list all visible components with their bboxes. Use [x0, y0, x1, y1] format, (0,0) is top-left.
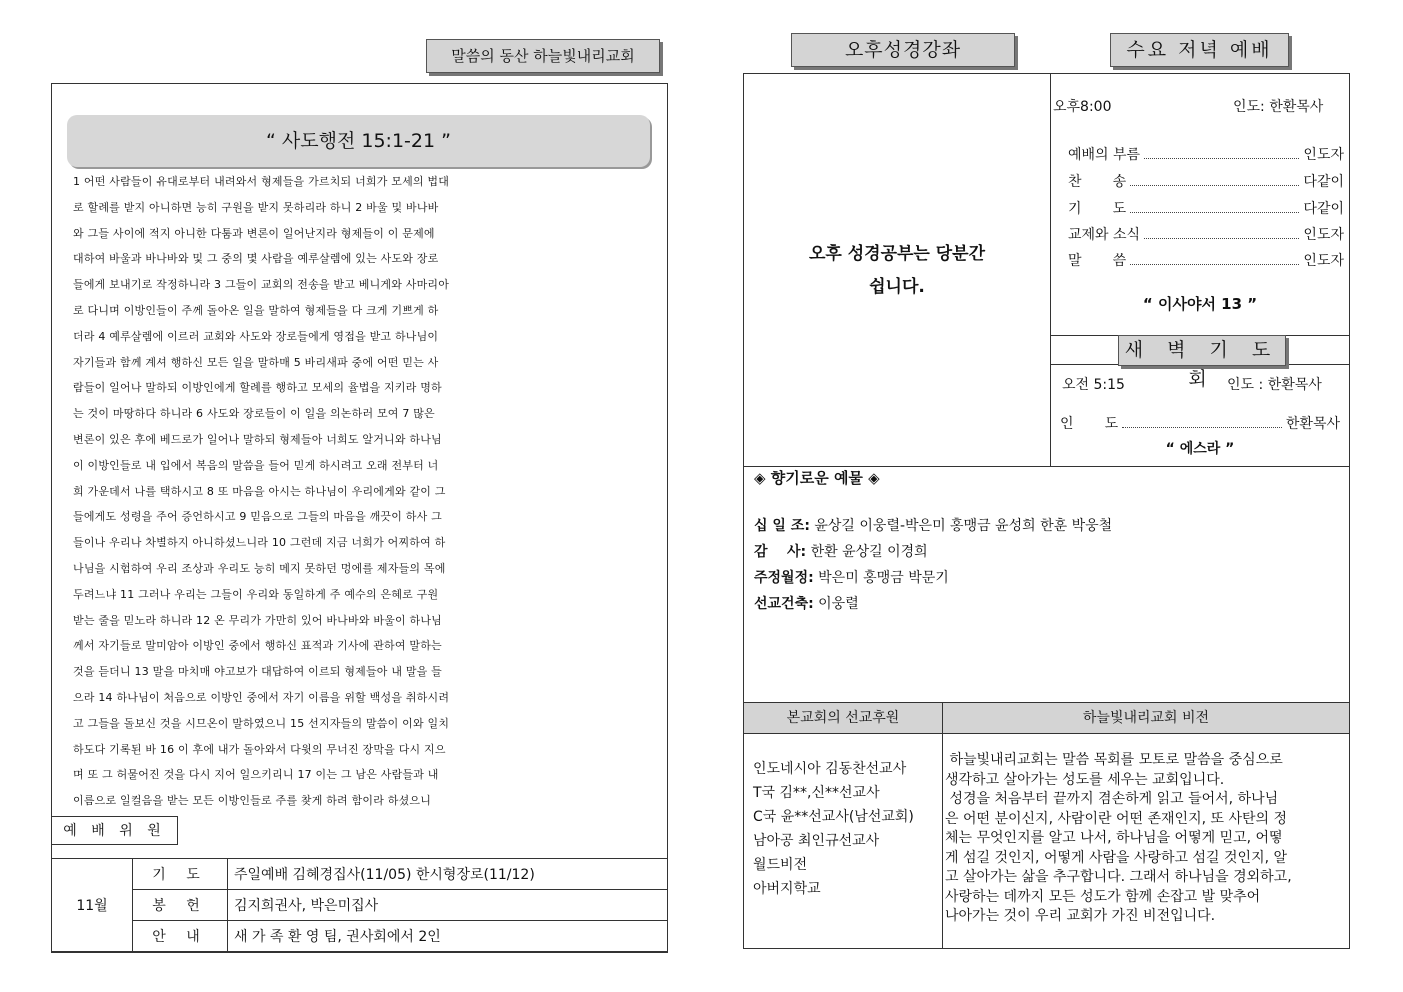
- offering-label: 주정월정:: [754, 570, 814, 586]
- order-row: [1068, 144, 1344, 164]
- duty-value: 새 가 족 환 영 팀, 권사회에서 2인: [228, 921, 668, 952]
- table-row: [52, 890, 668, 921]
- offering-row: [754, 567, 949, 587]
- wed-time: 오후8:00: [1053, 99, 1112, 115]
- list-item: 월드비전: [753, 857, 808, 873]
- scripture-line: 이름으로 일컬음을 받는 모든 이방인들로 주를 찾게 하려 함이라 하셨으니: [73, 794, 432, 808]
- scripture-text: [73, 169, 663, 814]
- duty-role: 안 내: [133, 921, 228, 952]
- order-row: [1068, 171, 1344, 191]
- divider: [1050, 73, 1051, 466]
- vision-line: 사랑하는 데까지 모든 성도가 함께 손잡고 발 맞추어: [945, 888, 1261, 905]
- divider: [942, 702, 943, 949]
- offering-names: 이웅렬: [813, 596, 859, 612]
- duty-table: [51, 858, 668, 952]
- list-item: 남아공 최인규선교사: [753, 833, 880, 849]
- duty-value: 주일예배 김혜경집사(11/05) 한시형장로(11/12): [228, 859, 668, 890]
- offering-label: 십 일 조:: [754, 518, 810, 534]
- afternoon-bible-study-tag: 오후성경강좌: [791, 33, 1015, 67]
- scripture-line: 나님을 시험하여 우리 조상과 우리도 능히 메지 못하던 멍에를 제자들의 목에: [73, 561, 446, 575]
- dawn-time: 오전 5:15: [1062, 377, 1125, 393]
- table-row: [52, 921, 668, 952]
- order-name: 기 도: [1068, 201, 1127, 217]
- mission-support-list: [753, 757, 914, 901]
- scripture-line: 희 가운데서 나를 택하시고 8 또 마음을 아시는 하나님이 우리에게와 같이 그: [73, 484, 446, 498]
- dawn-leader: 인도 : 한환목사: [1227, 377, 1322, 393]
- order-person: 다같이: [1303, 201, 1344, 217]
- scripture-line: 변론이 있은 후에 베드로가 일어나 말하되 형제들아 너희도 알거니와 하나님: [73, 432, 442, 446]
- duty-role: 기 도: [133, 859, 228, 890]
- vision-line: 성경을 처음부터 끝까지 겸손하게 읽고 들어서, 하나님: [945, 791, 1279, 807]
- list-item: 인도네시아 김동찬선교사: [753, 761, 907, 777]
- worship-committee-tag: 예 배 위 원: [51, 816, 178, 845]
- dot-leader: [1144, 149, 1299, 159]
- offering-names: 윤상길 이웅렬-박은미 홍맹금 윤성희 한훈 박웅철: [809, 518, 1113, 534]
- church-name-tag: 말씀의 동산 하늘빛내리교회: [426, 39, 660, 73]
- scripture-line: 것을 듣더니 13 말을 마치매 야고보가 대답하여 이르되 형제들아 내 말을 들: [73, 665, 443, 679]
- wednesday-service-tag: 수요 저녁 예배: [1110, 33, 1289, 67]
- order-name: 찬 송: [1068, 174, 1127, 190]
- dot-leader: [1122, 418, 1282, 428]
- offering-names: 한환 윤상길 이경희: [806, 544, 928, 560]
- order-person: 인도자: [1303, 253, 1344, 269]
- vision-line: 은 어떤 분이신지, 사람이란 어떤 존재인지, 또 사탄의 정: [945, 810, 1288, 827]
- dot-leader: [1130, 203, 1299, 213]
- offering-row: [754, 541, 928, 561]
- offering-names: 박은미 홍맹금 박문기: [813, 570, 949, 586]
- scripture-line: 며 또 그 허물어진 것을 다시 지어 일으키리니 17 이는 그 남은 사람들과 내: [73, 768, 439, 782]
- scripture-line: 받는 줄을 믿노라 하니라 12 온 무리가 가만히 있어 바나바와 바울이 하나님: [73, 613, 443, 627]
- notice-line: 오후 성경공부는 당분간: [808, 244, 986, 264]
- order-person: 한환목사: [1285, 416, 1340, 432]
- scripture-line: 두려느냐 11 그러나 우리는 그들이 우리와 동일하게 주 예수의 은혜로 구원: [73, 587, 439, 601]
- dot-leader: [1130, 255, 1299, 265]
- wed-leader: 인도: 한환목사: [1233, 99, 1324, 115]
- order-row: [1068, 250, 1344, 270]
- scripture-line: 로 다니며 이방인들이 주께 돌아온 일을 말하여 형제들을 다 크게 기쁘게 하: [73, 303, 439, 317]
- dawn-scripture: “ 에스라 ”: [1165, 441, 1235, 457]
- scripture-line: 람들이 일어나 말하되 이방인에게 할례를 행하고 모세의 율법을 지키라 명하: [73, 381, 442, 395]
- dot-leader: [1130, 176, 1299, 186]
- scripture-line: 들에게도 성령을 주어 증언하시고 9 믿음으로 그들의 마음을 깨끗이 하사 그: [73, 510, 442, 524]
- offering-row: [754, 593, 859, 613]
- list-item: C국 윤**선교사(남선교회): [753, 809, 914, 825]
- scripture-line: 는 것이 마땅하다 하니라 6 사도와 장로들이 이 일을 의논하러 모여 7 많은: [73, 407, 435, 421]
- scripture-line: 으라 14 하나님이 처음으로 이방인 중에서 자기 이름을 위할 백성을 취하시려: [73, 690, 450, 704]
- order-row: [1060, 413, 1340, 433]
- scripture-line: 1 어떤 사람들이 유대로부터 내려와서 형제들을 가르치되 너희가 모세의 법대: [73, 175, 450, 188]
- scripture-line: 와 그들 사이에 적지 아니한 다툼과 변론이 일어난지라 형제들이 이 문제에: [73, 226, 435, 240]
- scripture-title: “ 사도행전 15:1-21 ”: [67, 115, 650, 167]
- scripture-line: 더라 4 예루살렘에 이르러 교회와 사도와 장로들에게 영접을 받고 하나님이: [73, 329, 439, 343]
- order-name: 교제와 소식: [1068, 227, 1141, 243]
- duty-value: 김지희권사, 박은미집사: [228, 890, 668, 921]
- order-name: 말 씀: [1068, 253, 1127, 269]
- order-row: [1068, 224, 1344, 244]
- list-item: T국 김**,신**선교사: [753, 785, 880, 801]
- order-person: 인도자: [1303, 147, 1344, 163]
- church-vision-heading: 하늘빛내리교회 비전: [943, 703, 1349, 733]
- order-name: 인 도: [1060, 416, 1119, 432]
- vision-line: 고 살아가는 삶을 추구합니다. 그래서 하나님을 경외하고,: [945, 869, 1292, 885]
- offering-label: 선교건축:: [754, 596, 814, 612]
- list-item: 아버지학교: [753, 881, 821, 897]
- order-person: 다같이: [1303, 174, 1344, 190]
- duty-month: 11월: [52, 859, 133, 952]
- order-person: 인도자: [1303, 227, 1344, 243]
- vision-line: 생각하고 살아가는 성도를 세우는 교회입니다.: [945, 771, 1225, 788]
- scripture-line: 께서 자기들로 말미암아 이방인 중에서 행하신 표적과 기사에 관하여 말하는: [73, 639, 442, 653]
- vision-line: 체는 무엇인지를 알고 나서, 하나님을 어떻게 믿고, 어떻: [945, 830, 1283, 846]
- duty-role: 봉 헌: [133, 890, 228, 921]
- mission-support-heading: 본교회의 선교후원: [744, 703, 942, 733]
- order-row: [1068, 198, 1344, 218]
- offering-row: [754, 515, 1112, 535]
- divider: [743, 733, 1350, 734]
- order-name: 예배의 부름: [1068, 147, 1141, 163]
- dot-leader: [1144, 229, 1299, 239]
- scripture-line: 대하여 바울과 바나바와 및 그 중의 몇 사람을 예루살렘에 있는 사도와 장로: [73, 252, 439, 266]
- wed-scripture: “ 이사야서 13 ”: [1142, 295, 1258, 313]
- vision-line: 하늘빛내리교회는 말씀 목회를 모토로 말씀을 중심으로: [945, 752, 1283, 768]
- offering-heading: ◈ 향기로운 예물 ◈: [754, 469, 880, 487]
- church-vision-text: [945, 751, 1345, 927]
- table-row: [52, 859, 668, 890]
- scripture-line: 고 그들을 돌보신 것을 시므온이 말하였으니 15 선지자들의 말씀이 이와 일치: [73, 716, 450, 730]
- scripture-line: 로 할례를 받지 아니하면 능히 구원을 받지 못하리라 하니 2 바울 및 바나바: [73, 200, 439, 214]
- afternoon-notice: [744, 238, 1050, 304]
- vision-line: 나아가는 것이 우리 교회가 가진 비전입니다.: [945, 908, 1216, 924]
- vision-line: 게 섬길 것인지, 어떻게 사람을 사랑하고 섬길 것인지, 알: [945, 849, 1288, 866]
- scripture-line: 자기들과 함께 계셔 행하신 모든 일을 말하매 5 바리새파 중에 어떤 믿는 사: [73, 355, 439, 369]
- scripture-line: 들에게 보내기로 작정하니라 3 그들이 교회의 전송을 받고 베니게와 사마리아: [73, 278, 450, 292]
- scripture-line: 들이나 우리나 차별하지 아니하셨느니라 10 그런데 지금 너희가 어찌하여 하: [73, 536, 446, 550]
- dawn-prayer-tag: 새 벽 기 도 회: [1118, 335, 1286, 366]
- notice-line: 쉽니다.: [869, 277, 925, 297]
- scripture-line: 하도다 기록된 바 16 이 후에 내가 돌아와서 다윗의 무너진 장막을 다시 지으: [73, 742, 446, 756]
- scripture-line: 이 이방인들로 내 입에서 복음의 말씀을 들어 믿게 하시려고 오래 전부터 너: [73, 458, 439, 472]
- offering-label: 감 사:: [754, 544, 807, 560]
